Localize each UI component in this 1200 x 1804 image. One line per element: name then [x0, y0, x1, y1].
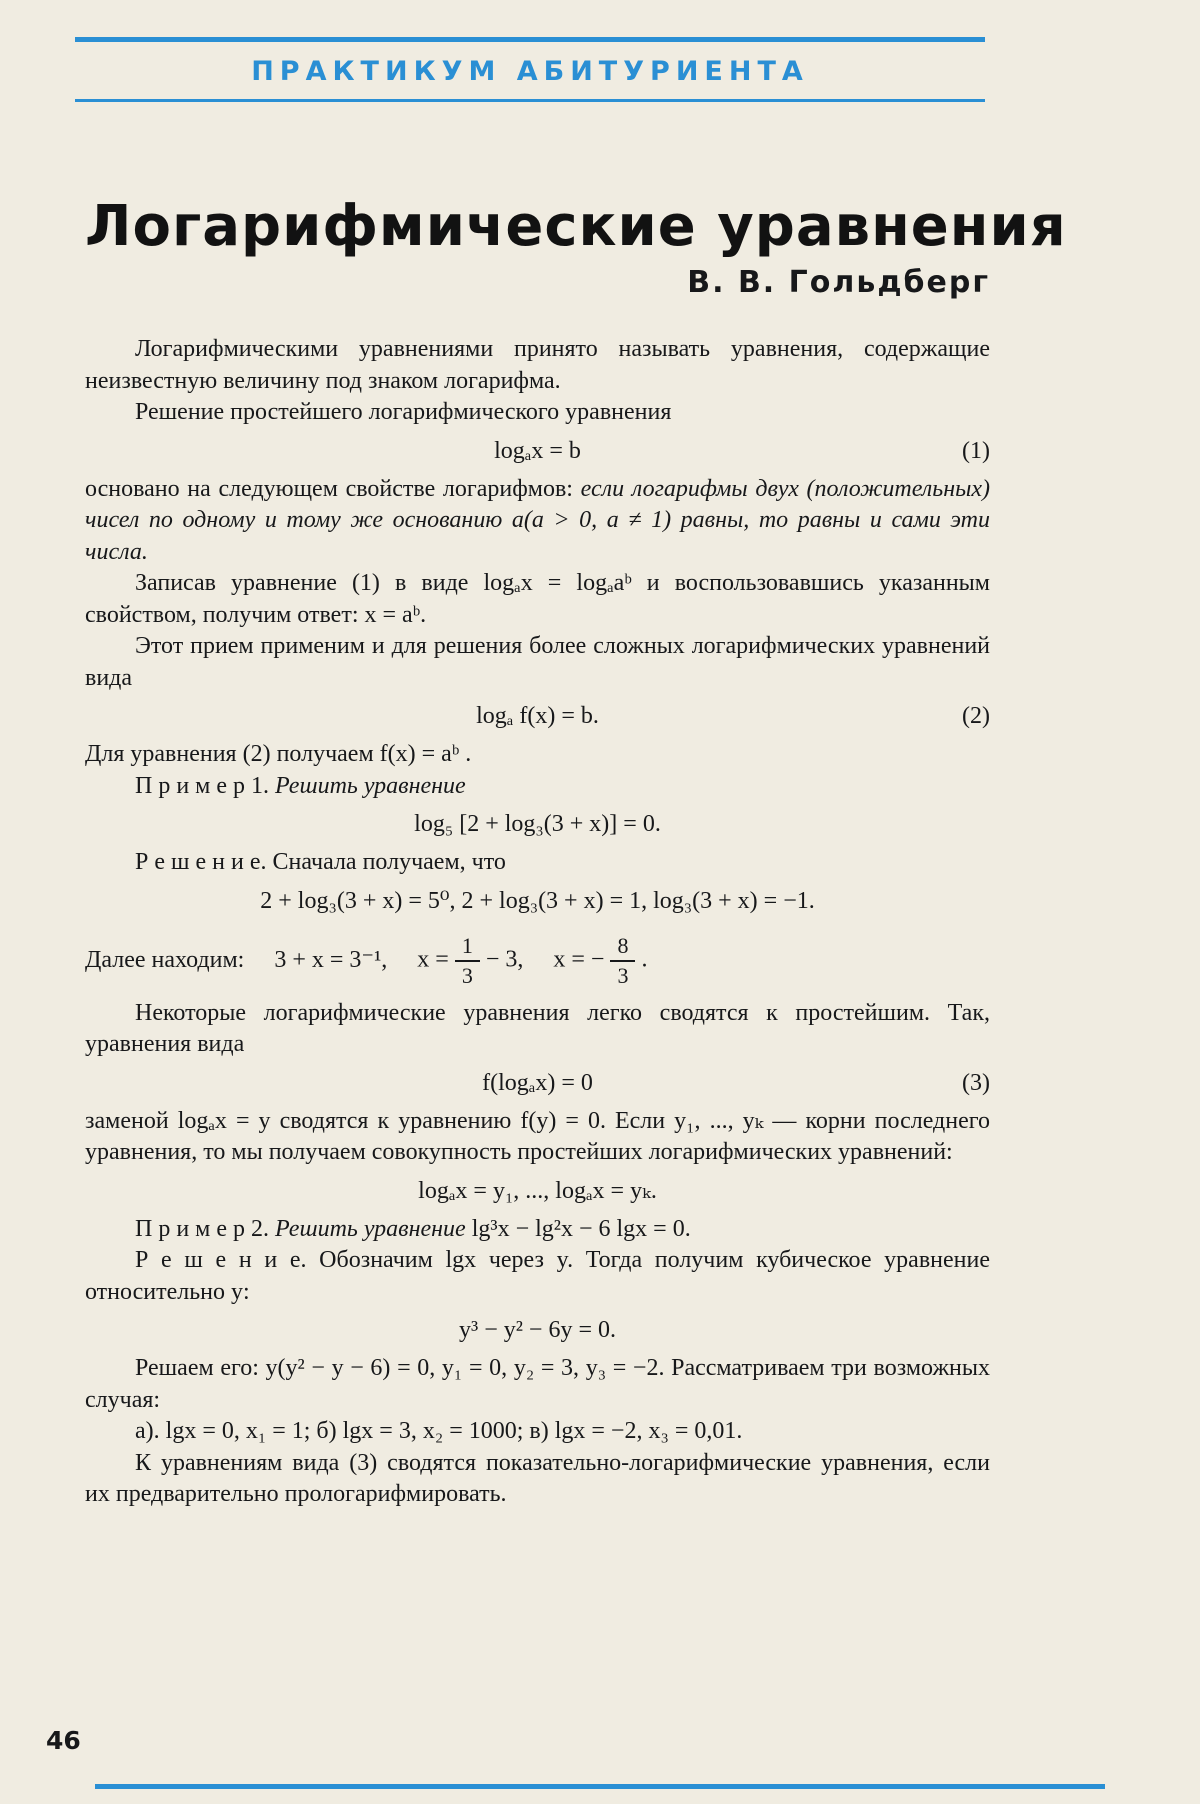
paragraph-method: Этот прием применим и для решения более сложных логарифмических уравнений вида [85, 633, 990, 691]
equation-cubic [85, 1308, 990, 1353]
section-header: ПРАКТИКУМ АБИТУРИЕНТА [251, 56, 809, 87]
equation-number: (3) [962, 1069, 990, 1096]
example-task: Решить уравнение [275, 1215, 466, 1242]
paragraph-property [85, 474, 990, 569]
fraction-denominator: 3 [617, 962, 629, 988]
formula: logₐx = y₁, ..., logₐx = yₖ. [418, 1177, 657, 1204]
formula-piece: − 3, [485, 946, 524, 973]
page-number: 46 [46, 1726, 81, 1755]
page-header [75, 37, 985, 102]
paragraph-example-2 [85, 1214, 990, 1246]
paragraph-solution-2: Р е ш е н и е. Обозначим lgx через y. Тогда получим кубическое уравнение относительно y: [85, 1247, 990, 1305]
paragraph-rewrite: Записав уравнение (1) в виде logₐx = logₐaᵇ и воспользовавшись указанным свойством, получим ответ: x = aᵇ. [85, 570, 990, 628]
equation-3 [85, 1061, 990, 1106]
paragraph-roots: Решаем его: y(y² − y − 6) = 0, y₁ = 0, y₂ = 3, y₃ = −2. Рассматриваем три возможных случая: [85, 1355, 990, 1413]
paragraph-eq2-result: Для уравнения (2) получаем f(x) = aᵇ . [85, 741, 472, 767]
example-formula: lg³x − lg²x − 6 lgx = 0. [465, 1215, 691, 1242]
fraction-numerator: 1 [455, 934, 480, 962]
formula: f(logₐx) = 0 [482, 1069, 593, 1096]
example-label: П р и м е р 2. [135, 1215, 276, 1242]
formula: log₅ [2 + log₃(3 + x)] = 0. [414, 811, 661, 837]
equation-dalee [85, 924, 990, 998]
paragraph-substitution: заменой logₐx = y сводятся к уравнению f(y) = 0. Если y₁, ..., yₖ — корни последнего уравнения, то мы получаем совокупность простейших логарифмических уравнений: [85, 1107, 990, 1166]
equation-number: (2) [962, 703, 990, 729]
formula-part: 3 + x = 3⁻¹, [274, 947, 388, 974]
footer-rule [95, 1784, 1105, 1789]
formula-label: Далее находим: [85, 947, 245, 974]
paragraph-intro: Логарифмическими уравнениями принято называть уравнения, содержащие неизвестную величину под знаком логарифма. [85, 336, 990, 394]
equation-2 [85, 694, 990, 739]
equation-example1 [85, 802, 990, 847]
fraction [610, 934, 635, 988]
formula-piece: x = [417, 946, 449, 973]
equation-system [85, 1169, 990, 1214]
header-rule-bottom [75, 99, 985, 102]
formula: logₐ f(x) = b. [476, 703, 599, 729]
equation-example1-steps [85, 879, 990, 924]
article-body [85, 168, 1067, 1511]
fraction-denominator: 3 [461, 962, 473, 988]
formula: logₐx = b [494, 437, 581, 464]
paragraph-conclusion: К уравнениям вида (3) сводятся показательно-логарифмические уравнения, если их предварительно прологарифмировать. [85, 1449, 990, 1508]
article-title: Логарифмические уравнения [85, 194, 1067, 259]
equation-1 [85, 429, 990, 474]
formula-part [417, 934, 523, 988]
fraction-numerator: 8 [610, 934, 635, 962]
formula-part [553, 934, 647, 988]
fraction [455, 934, 480, 988]
example-label: П р и м е р 1. [135, 772, 276, 799]
paragraph-solution-1: Р е ш е н и е. Сначала получаем, что [135, 849, 506, 875]
article-author: В. В. Гольдберг [687, 265, 990, 300]
text-upright: основано на следующем свойстве логарифмов: [85, 475, 581, 502]
equation-number: (1) [962, 437, 990, 464]
paragraph-example-1 [85, 771, 990, 803]
formula: 2 + log₃(3 + x) = 5⁰, 2 + log₃(3 + x) = 1, log₃(3 + x) = −1. [260, 887, 815, 914]
text-italic-property: если логарифмы двух (положительных) чисел по одному и тому же основанию a(a > 0, a ≠ 1) равны, то равны и сами эти числа. [85, 475, 991, 565]
formula: y³ − y² − 6y = 0. [459, 1317, 616, 1344]
formula-piece: . [641, 946, 648, 973]
paragraph-cases: а). lgx = 0, x₁ = 1; б) lgx = 3, x₂ = 1000; в) lgx = −2, x₃ = 0,01. [135, 1418, 743, 1445]
paragraph-solution-intro: Решение простейшего логарифмического уравнения [135, 399, 672, 425]
example-task: Решить уравнение [275, 772, 466, 799]
paragraph-reduction: Некоторые логарифмические уравнения легко сводятся к простейшим. Так, уравнения вида [85, 999, 990, 1058]
formula-piece: x = − [553, 946, 605, 973]
